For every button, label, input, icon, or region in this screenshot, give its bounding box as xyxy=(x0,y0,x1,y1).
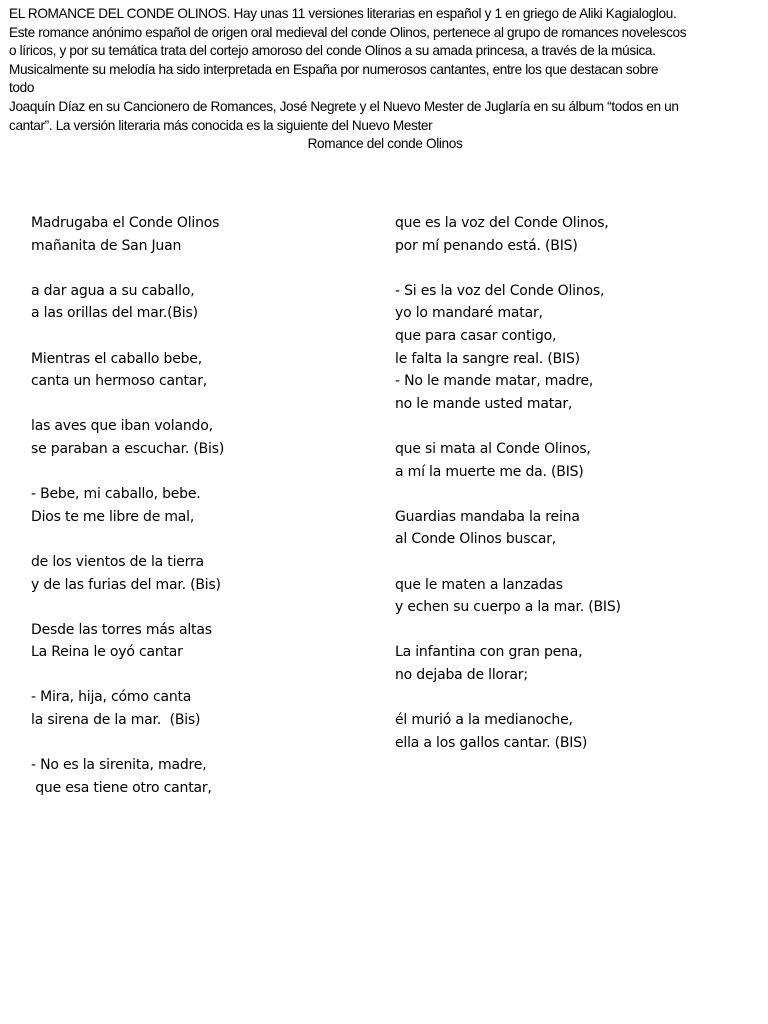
poem-verse-line: que para casar contigo, xyxy=(395,327,557,344)
intro-line: Este romance anónimo español de origen oral medieval del conde Olinos, pertenece al grupo de romances novelescos xyxy=(9,24,687,40)
poem-right-column xyxy=(395,212,755,754)
poem-verse-line: y echen su cuerpo a la mar. (BIS) xyxy=(395,599,621,616)
poem-stanza xyxy=(31,415,361,460)
poem-stanza xyxy=(395,709,755,754)
poem-verse-line: se paraban a escuchar. (Bis) xyxy=(31,440,225,457)
poem-verse-line: que le maten a lanzadas xyxy=(395,576,563,593)
poem-stanza xyxy=(31,348,361,393)
poem-verse-line: no dejaba de llorar; xyxy=(395,666,528,683)
poem-stanza xyxy=(31,212,361,257)
poem-stanza xyxy=(31,483,361,528)
intro-line: todo xyxy=(9,80,35,96)
poem-verse-line: la sirena de la mar. (Bis) xyxy=(31,712,201,729)
poem-verse-line: La Reina le oyó cantar xyxy=(31,644,183,661)
poem-stanza xyxy=(395,574,755,619)
poem-verse-line: a dar agua a su caballo, xyxy=(31,282,195,299)
poem-stanza xyxy=(395,212,755,257)
poem-verse-line: a mí la muerte me da. (BIS) xyxy=(395,463,584,480)
poem-verse-line: Madrugaba el Conde Olinos xyxy=(31,215,220,231)
poem-stanza xyxy=(395,641,755,686)
poem-stanza xyxy=(31,280,361,325)
poem-verse-line: no le mande usted matar, xyxy=(395,395,573,412)
poem-verse-line: - Si es la voz del Conde Olinos, xyxy=(395,282,605,299)
poem-stanza xyxy=(31,619,361,664)
poem-verse-line: canta un hermoso cantar, xyxy=(31,373,207,390)
poem-stanza xyxy=(395,438,755,483)
poem-verse-line: ella a los gallos cantar. (BIS) xyxy=(395,734,588,751)
poem-stanza xyxy=(31,754,361,799)
poem-verse-line: al Conde Olinos buscar, xyxy=(395,531,557,548)
poem-stanza xyxy=(31,686,361,731)
poem-verse-line: a las orillas del mar.(Bis) xyxy=(31,305,198,322)
poem-verse-line: Mientras el caballo bebe, xyxy=(31,350,202,367)
poem-verse-line: de los vientos de la tierra xyxy=(31,553,204,570)
poem-title: Romance del conde Olinos xyxy=(307,136,463,152)
poem-verse-line: Guardias mandaba la reina xyxy=(395,508,580,525)
poem-verse-line: - No le mande matar, madre, xyxy=(395,373,594,390)
poem-stanza xyxy=(395,506,755,551)
poem-verse-line: y de las furias del mar. (Bis) xyxy=(31,576,221,593)
intro-line: EL ROMANCE DEL CONDE OLINOS. Hay unas 11 versiones literarias en español y 1 en griego de Aliki Kagialoglou. xyxy=(9,6,677,21)
poem-left-column xyxy=(31,212,361,799)
poem-verse-line: le falta la sangre real. (BIS) xyxy=(395,350,580,367)
poem-stanza xyxy=(395,370,755,415)
intro-line: o líricos, y por su temática trata del cortejo amoroso del conde Olinos a su amada princesa, a través de la música. xyxy=(9,43,656,59)
poem-verse-line: que esa tiene otro cantar, xyxy=(31,779,212,796)
poem-stanza xyxy=(395,280,755,370)
poem-verse-line: - Bebe, mi caballo, bebe. xyxy=(31,486,201,503)
poem-verse-line: yo lo mandaré matar, xyxy=(395,305,543,322)
poem-verse-line: él murió a la medianoche, xyxy=(395,712,573,729)
poem-verse-line: - Mira, hija, cómo canta xyxy=(31,689,192,706)
poem-verse-line: La infantina con gran pena, xyxy=(395,644,583,661)
poem-verse-line: - No es la sirenita, madre, xyxy=(31,757,207,774)
poem-verse-line: por mí penando está. (BIS) xyxy=(395,237,578,254)
intro-line: Joaquín Díaz en su Cancionero de Romances, José Negrete y el Nuevo Mester de Juglaría en su álbum “todos en un xyxy=(9,98,679,114)
poem-stanza xyxy=(31,551,361,596)
poem-verse-line: las aves que iban volando, xyxy=(31,418,213,435)
intro-line: cantar”. La versión literaria más conocida es la siguiente del Nuevo Mester xyxy=(9,117,433,133)
poem-verse-line: que es la voz del Conde Olinos, xyxy=(395,215,609,231)
poem-verse-line: que si mata al Conde Olinos, xyxy=(395,440,591,457)
poem-verse-line: Dios te me libre de mal, xyxy=(31,508,195,525)
intro-line: Musicalmente su melodía ha sido interpretada en España por numerosos cantantes, entre los que destacan sobre xyxy=(9,61,659,77)
intro-paragraph xyxy=(9,5,761,154)
poem-verse-line: Desde las torres más altas xyxy=(31,621,212,638)
poem-verse-line: mañanita de San Juan xyxy=(31,237,182,254)
